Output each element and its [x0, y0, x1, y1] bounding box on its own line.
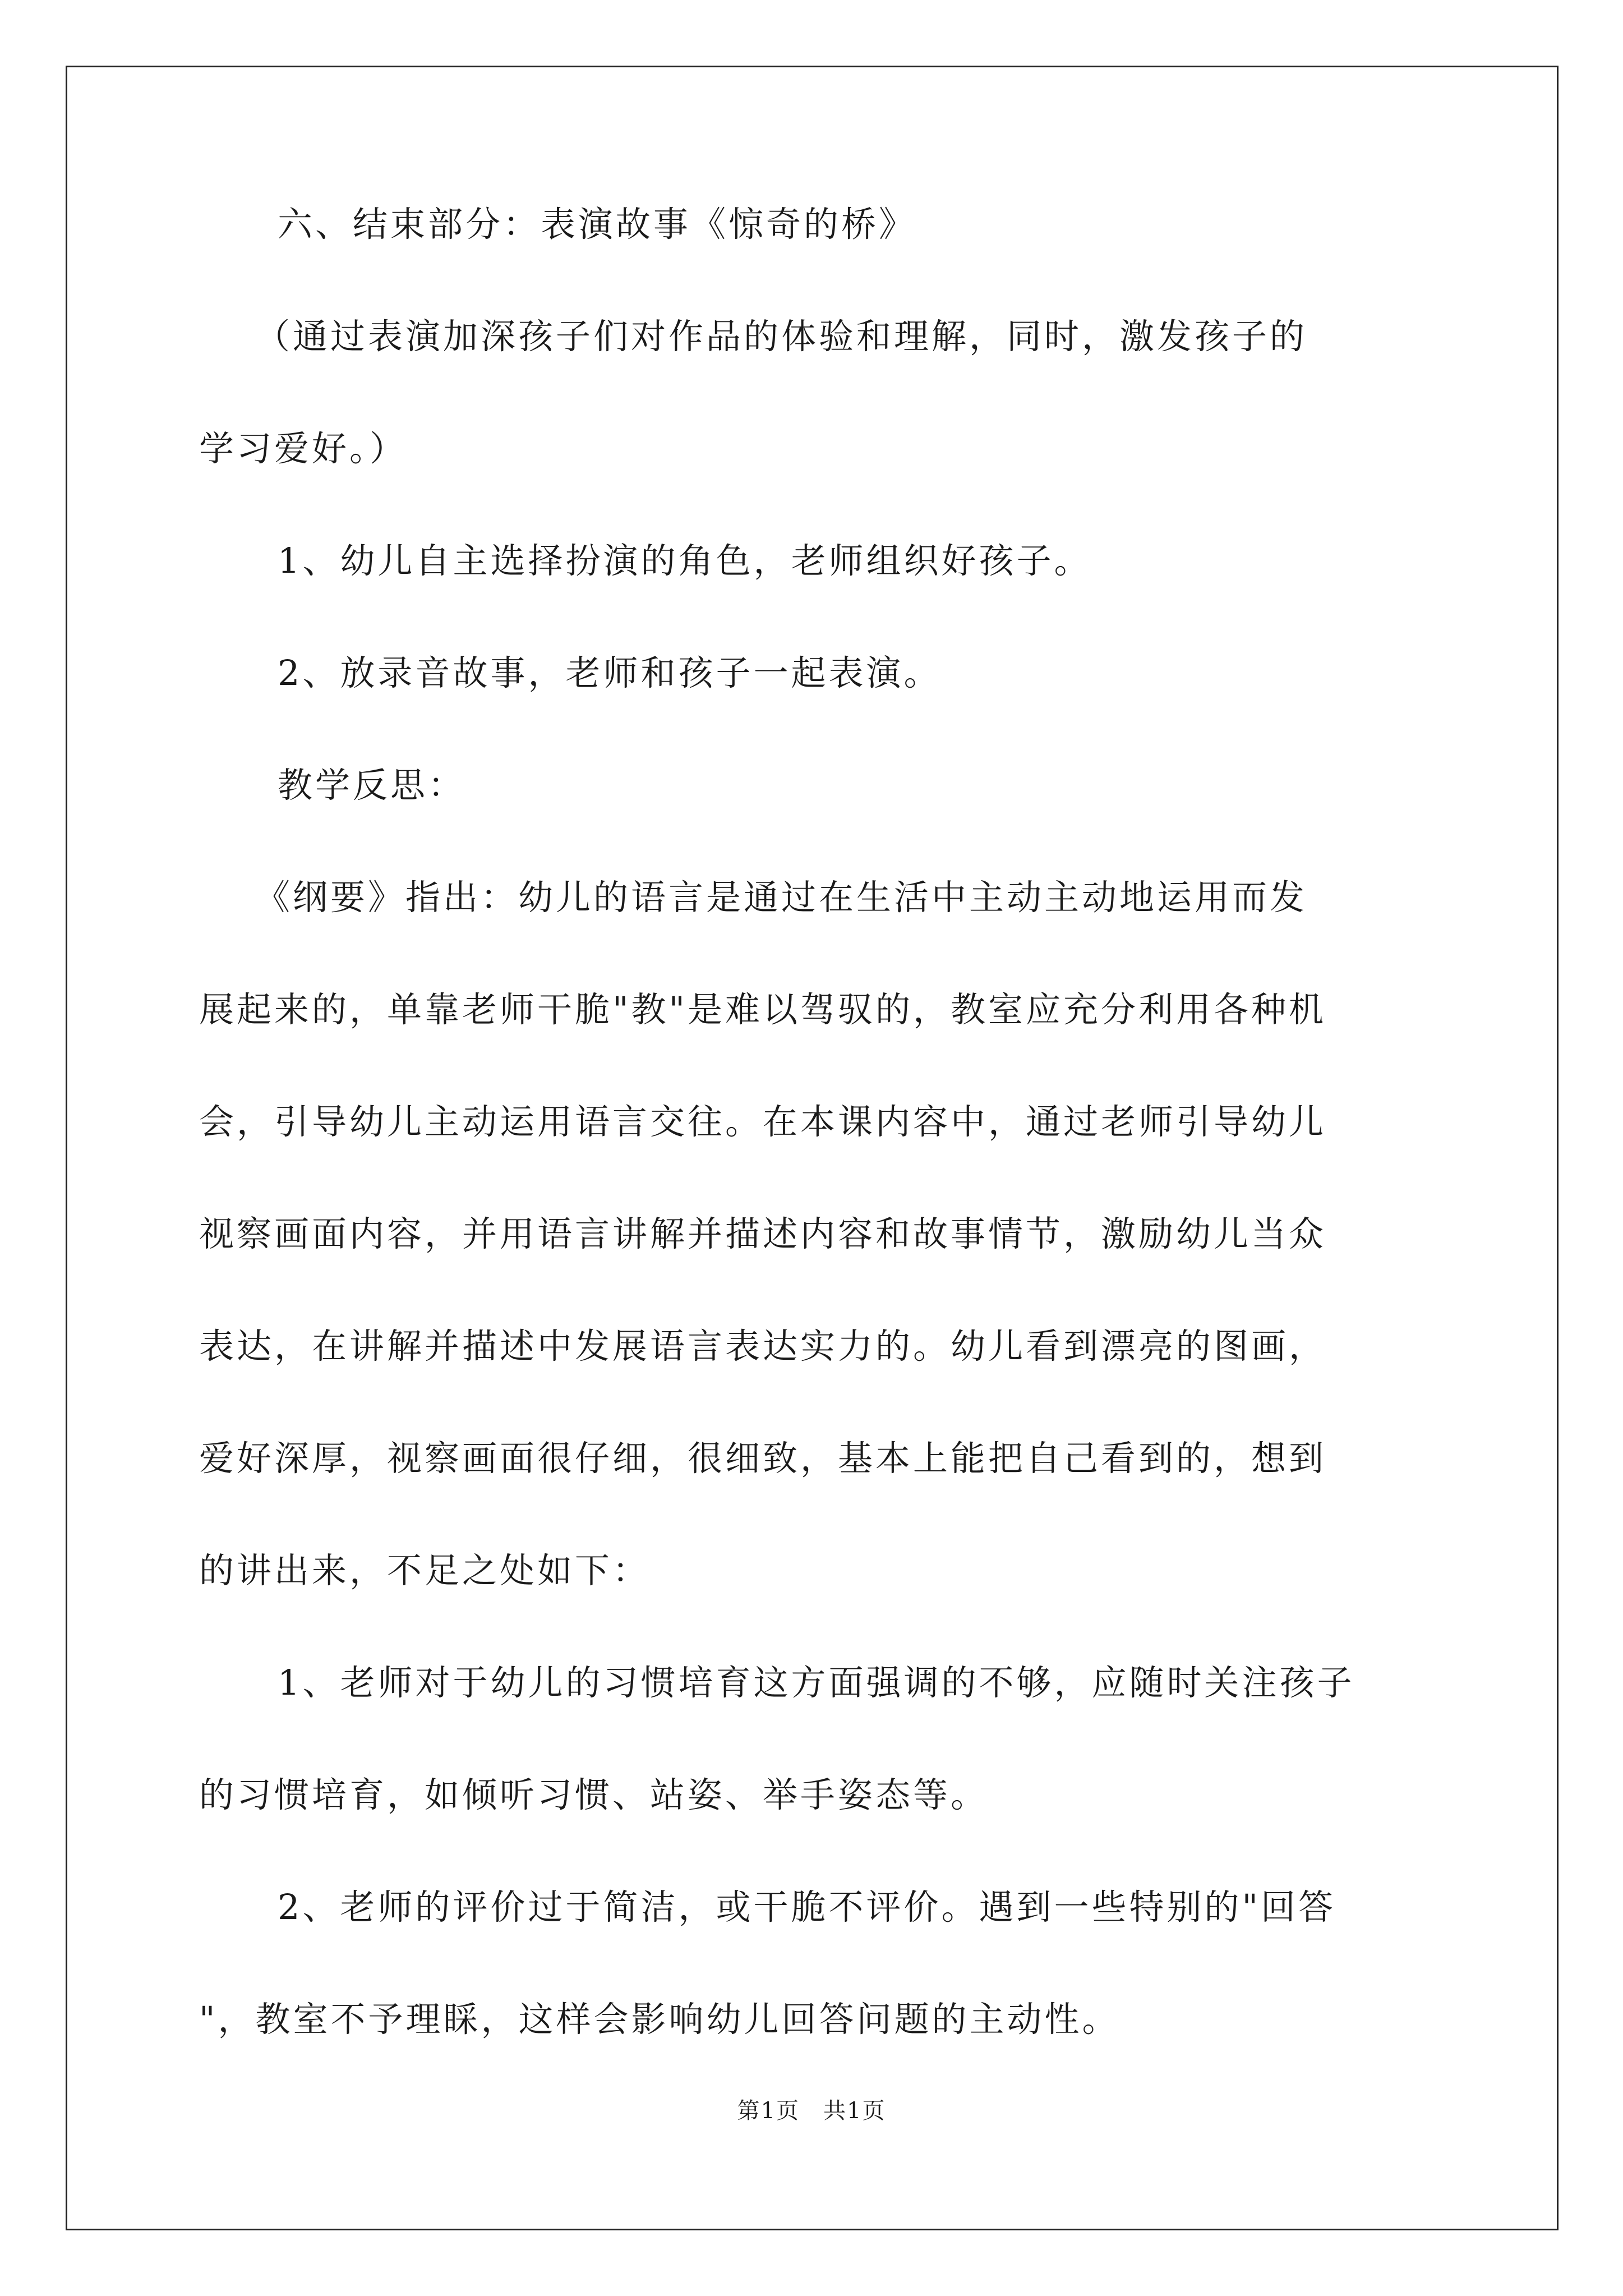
list-item-continuation: "，教室不予理睬，这样会影响幼儿回答问题的主动性。	[199, 1999, 1120, 2040]
paragraph-line: 视察画面内容，并用语言讲解并描述内容和故事情节，激励幼儿当众	[199, 1213, 1327, 1254]
section-heading: 六、结束部分：表演故事《惊奇的桥》	[278, 204, 917, 245]
page-number: 第1页 共1页	[737, 2098, 886, 2124]
list-item-continuation: 的习惯培育，如倾听习惯、站姿、举手姿态等。	[199, 1774, 989, 1815]
paragraph-line: 学习爱好。）	[199, 428, 408, 469]
paragraph-line: 表达，在讲解并描述中发展语言表达实力的。幼儿看到漂亮的图画，	[199, 1326, 1327, 1366]
list-item: 2、老师的评价过于简洁，或干脆不评价。遇到一些特别的"回答	[278, 1887, 1336, 1927]
paragraph-line: 的讲出来，不足之处如下：	[199, 1550, 651, 1591]
paragraph-line: 展起来的，单靠老师干脆"教"是难以驾驭的，教室应充分利用各种机	[199, 989, 1327, 1030]
paragraph-line: 《纲要》指出：幼儿的语言是通过在生活中主动主动地运用而发	[255, 877, 1308, 918]
section-heading: 教学反思：	[278, 765, 466, 806]
paragraph-line: 会，引导幼儿主动运用语言交往。在本课内容中，通过老师引导幼儿	[199, 1101, 1327, 1142]
list-item: 1、老师对于幼儿的习惯培育这方面强调的不够，应随时关注孩子	[278, 1662, 1355, 1703]
paragraph-line: （通过表演加深孩子们对作品的体验和理解，同时，激发孩子的	[255, 316, 1308, 357]
paragraph-line: 爱好深厚，视察画面很仔细，很细致，基本上能把自己看到的，想到	[199, 1438, 1327, 1479]
list-item: 2、放录音故事，老师和孩子一起表演。	[278, 652, 942, 693]
list-item: 1、幼儿自主选择扮演的角色，老师组织好孩子。	[278, 540, 1092, 581]
